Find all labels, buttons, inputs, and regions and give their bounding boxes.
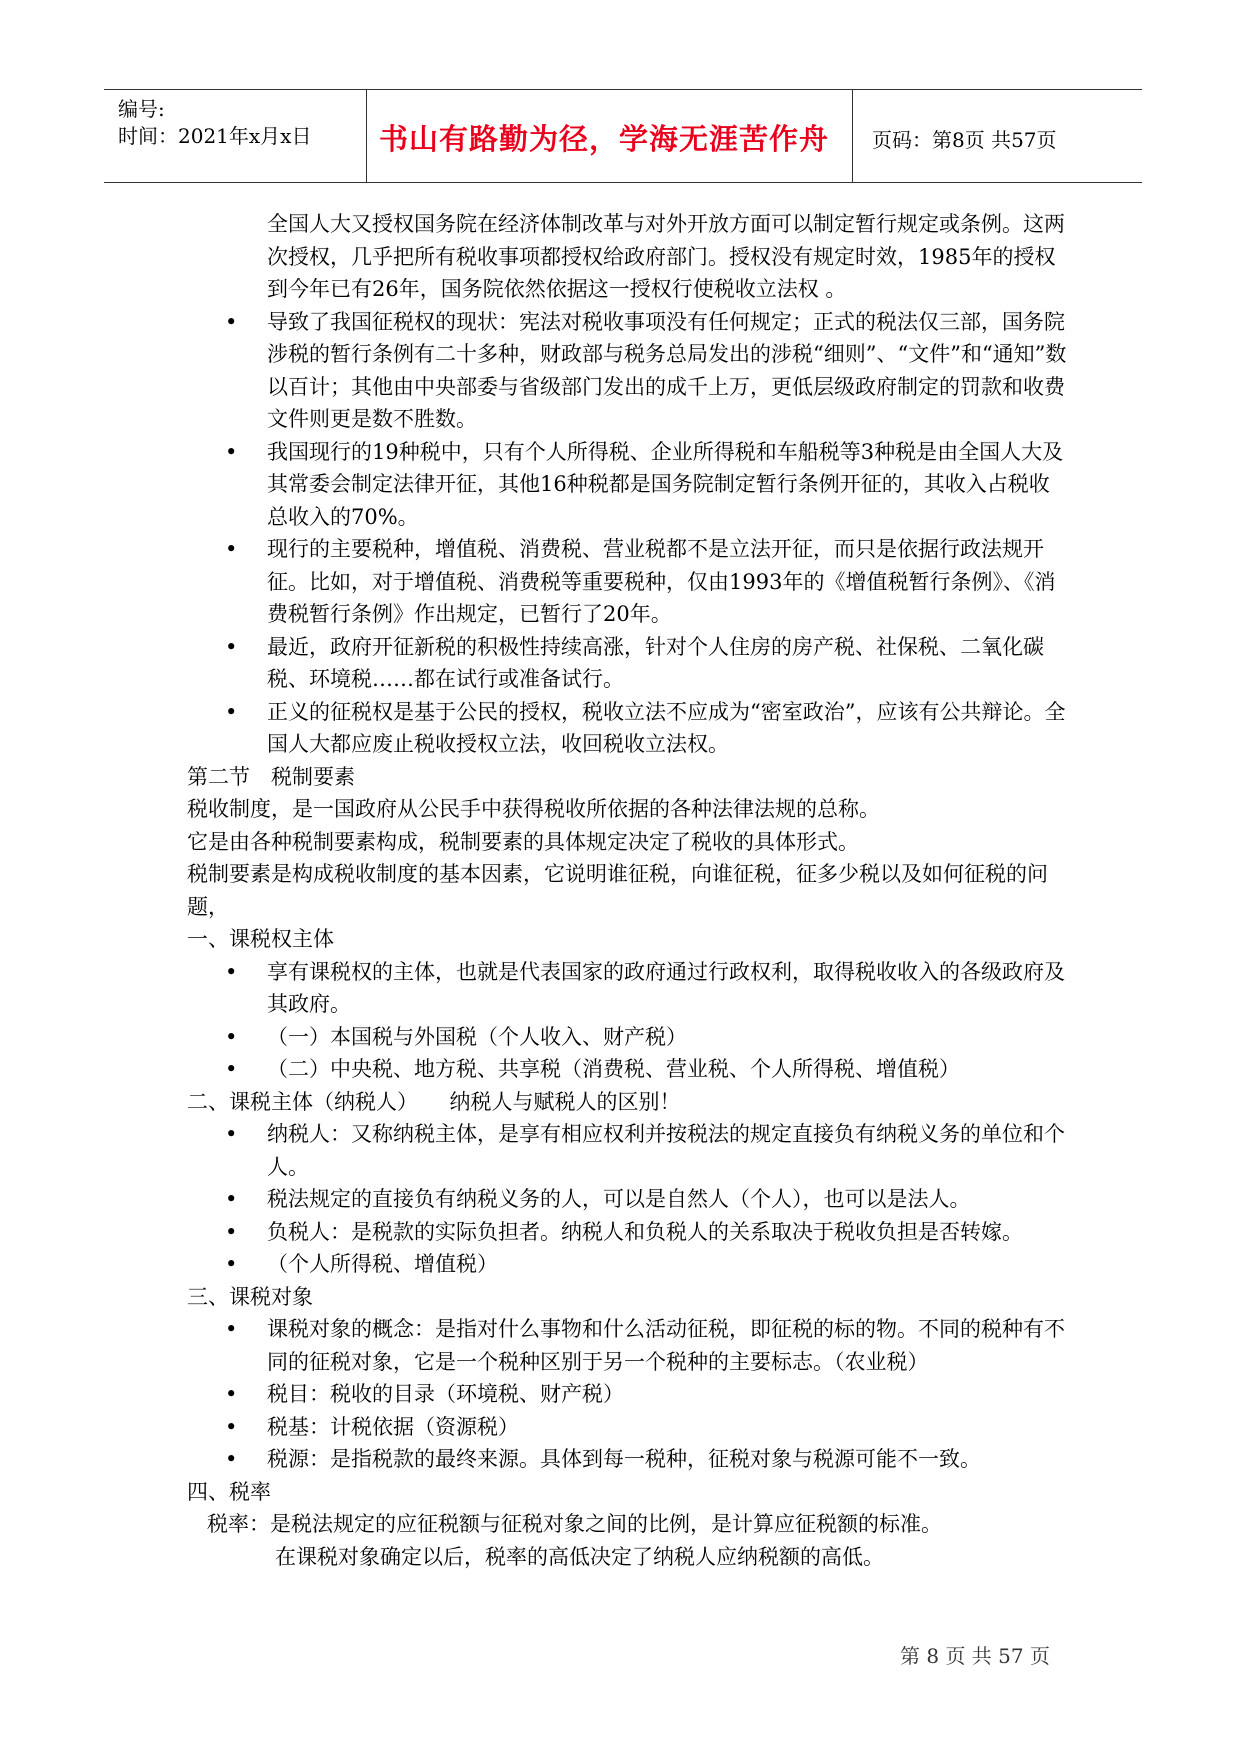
bullet-text: 现行的主要税种，增值税、消费税、营业税都不是立法开征，而只是依据行政法规开征。比如，对于增值税、消费税等重要税种，仅由1993年的《增值税暂行条例》、《消费税暂行条例》作出规定，已暂行了20年。 [267,537,1056,626]
bullet-dot-icon: • [225,1187,238,1211]
bullet-item [187,631,1067,696]
bullet-item [187,1118,1067,1183]
bullet-item [187,1313,1067,1378]
bullet-dot-icon: • [225,1024,238,1049]
header-motto: 书山有路勤为径，学海无涯苦作舟 [378,122,829,156]
bullet-item [187,696,1067,761]
paragraph: 二、课税主体（纳税人） 纳税人与赋税人的区别！ [187,1089,681,1114]
bullet-item [187,436,1067,534]
bullet-text: 负税人：是税款的实际负担者。纳税人和负税人的关系取决于税收负担是否转嫁。 [267,1219,1023,1244]
paragraph: 一、课税权主体 [187,927,334,951]
bullet-text: 正义的征税权是基于公民的授权，税收立法不应成为“密室政治”，应该有公共辩论。全国人大都应废止税收授权立法，收回税收立法权。 [267,699,1066,756]
bullet-dot-icon: • [225,1382,238,1406]
bullet-dot-icon: • [225,1252,238,1276]
paragraph: 三、课税对象 [187,1284,313,1309]
bullet-text: 我国现行的19种税中，只有个人所得税、企业所得税和车船税等3种税是由全国人大及其常委会制定法律开征，其他16种税都是国务院制定暂行条例开征的，其收入占税收总收入的70%。 [267,439,1064,529]
doc-number: 编号: [118,97,165,121]
page-header [104,89,1142,183]
bullet-item [187,1216,1067,1249]
bullet-item [187,1248,1067,1281]
paragraph: 在课税对象确定以后，税率的高低决定了纳税人应纳税额的高低。 [275,1544,884,1569]
bullet-item [187,1183,1067,1216]
bullet-text: 享有课税权的主体，也就是代表国家的政府通过行政权利，取得税收收入的各级政府及其政府。 [267,959,1065,1016]
bullet-dot-icon: • [225,1317,238,1341]
bullet-item [187,533,1067,631]
bullet-dot-icon: • [225,309,238,334]
bullet-text: 课税对象的概念：是指对什么事物和什么活动征税，即征税的标的物。不同的税种有不同的征税对象，它是一个税种区别于另一个税种的主要标志。（农业税） [267,1317,1065,1374]
bullet-dot-icon: • [225,959,238,984]
document-body [187,208,1067,1573]
bullet-text: 导致了我国征税权的现状：宪法对税收事项没有任何规定；正式的税法仅三部，国务院涉税的暂行条例有二十多种，财政部与税务总局发出的涉税“细则”、“文件”和“通知”数以百计；其他由中央部委与省级部门发出的成千上万，更低层级政府制定的罚款和收费文件则更是数不胜数。 [267,309,1067,431]
bullet-dot-icon: • [225,1122,238,1146]
bullet-dot-icon: • [225,537,238,561]
bullet-text: 税源：是指税款的最终来源。具体到每一税种，征税对象与税源可能不一致。 [267,1447,981,1471]
paragraph: 税收制度，是一国政府从公民手中获得税收所依据的各种法律法规的总称。 [187,797,880,821]
bullet-item [187,1021,1067,1054]
paragraph: 税率：是税法规定的应征税额与征税对象之间的比例，是计算应征税额的标准。 [207,1512,942,1536]
paragraph: 税制要素是构成税收制度的基本因素，它说明谁征税，向谁征税，征多少税以及如何征税的问题， [187,862,1048,919]
bullet-dot-icon: • [225,1447,238,1471]
bullet-dot-icon: • [225,699,238,724]
bullet-text: 税法规定的直接负有纳税义务的人，可以是自然人（个人），也可以是法人。 [267,1187,971,1211]
bullet-dot-icon: • [225,439,238,464]
bullet-item [187,956,1067,1021]
bullet-text: 最近，政府开征新税的积极性持续高涨，针对个人住房的房产税、社保税、二氧化碳税、环境税……都在试行或准备试行。 [267,634,1044,691]
bullet-item [187,1411,1067,1444]
bullet-text: （二）中央税、地方税、共享税（消费税、营业税、个人所得税、增值税） [267,1057,960,1081]
bullet-item [187,1053,1067,1086]
bullet-text: （一）本国税与外国税（个人收入、财产税） [267,1024,687,1049]
bullet-text: （个人所得税、增值税） [267,1252,498,1276]
header-divider [852,90,853,182]
bullet-item [187,1378,1067,1411]
doc-time: 时间：2021年x月x日 [118,124,312,148]
paragraph: 它是由各种税制要素构成，税制要素的具体规定决定了税收的具体形式。 [187,829,859,854]
bullet-text: 税基：计税依据（资源税） [267,1414,519,1439]
bullet-text: 税目：税收的目录（环境税、财产税） [267,1382,624,1406]
bullet-dot-icon: • [225,1219,238,1244]
bullet-text: 纳税人：又称纳税主体，是享有相应权利并按税法的规定直接负有纳税义务的单位和个人。 [267,1122,1065,1179]
page-footer: 第 8 页 共 57 页 [900,1644,1050,1668]
bullet-dot-icon: • [225,634,238,659]
header-page-number: 页码：第8页 共57页 [872,128,1057,152]
paragraph: 第二节 税制要素 [187,764,355,789]
bullet-dot-icon: • [225,1057,238,1081]
paragraph: 全国人大又授权国务院在经济体制改革与对外开放方面可以制定暂行规定或条例。这两次授权，几乎把所有税收事项都授权给政府部门。授权没有规定时效，1985年的授权到今年已有26年，国务院依然依据这一授权行使税收立法权 。 [267,212,1065,301]
bullet-item [187,1443,1067,1476]
bullet-dot-icon: • [225,1414,238,1439]
paragraph: 四、税率 [187,1479,271,1504]
bullet-item [187,306,1067,436]
